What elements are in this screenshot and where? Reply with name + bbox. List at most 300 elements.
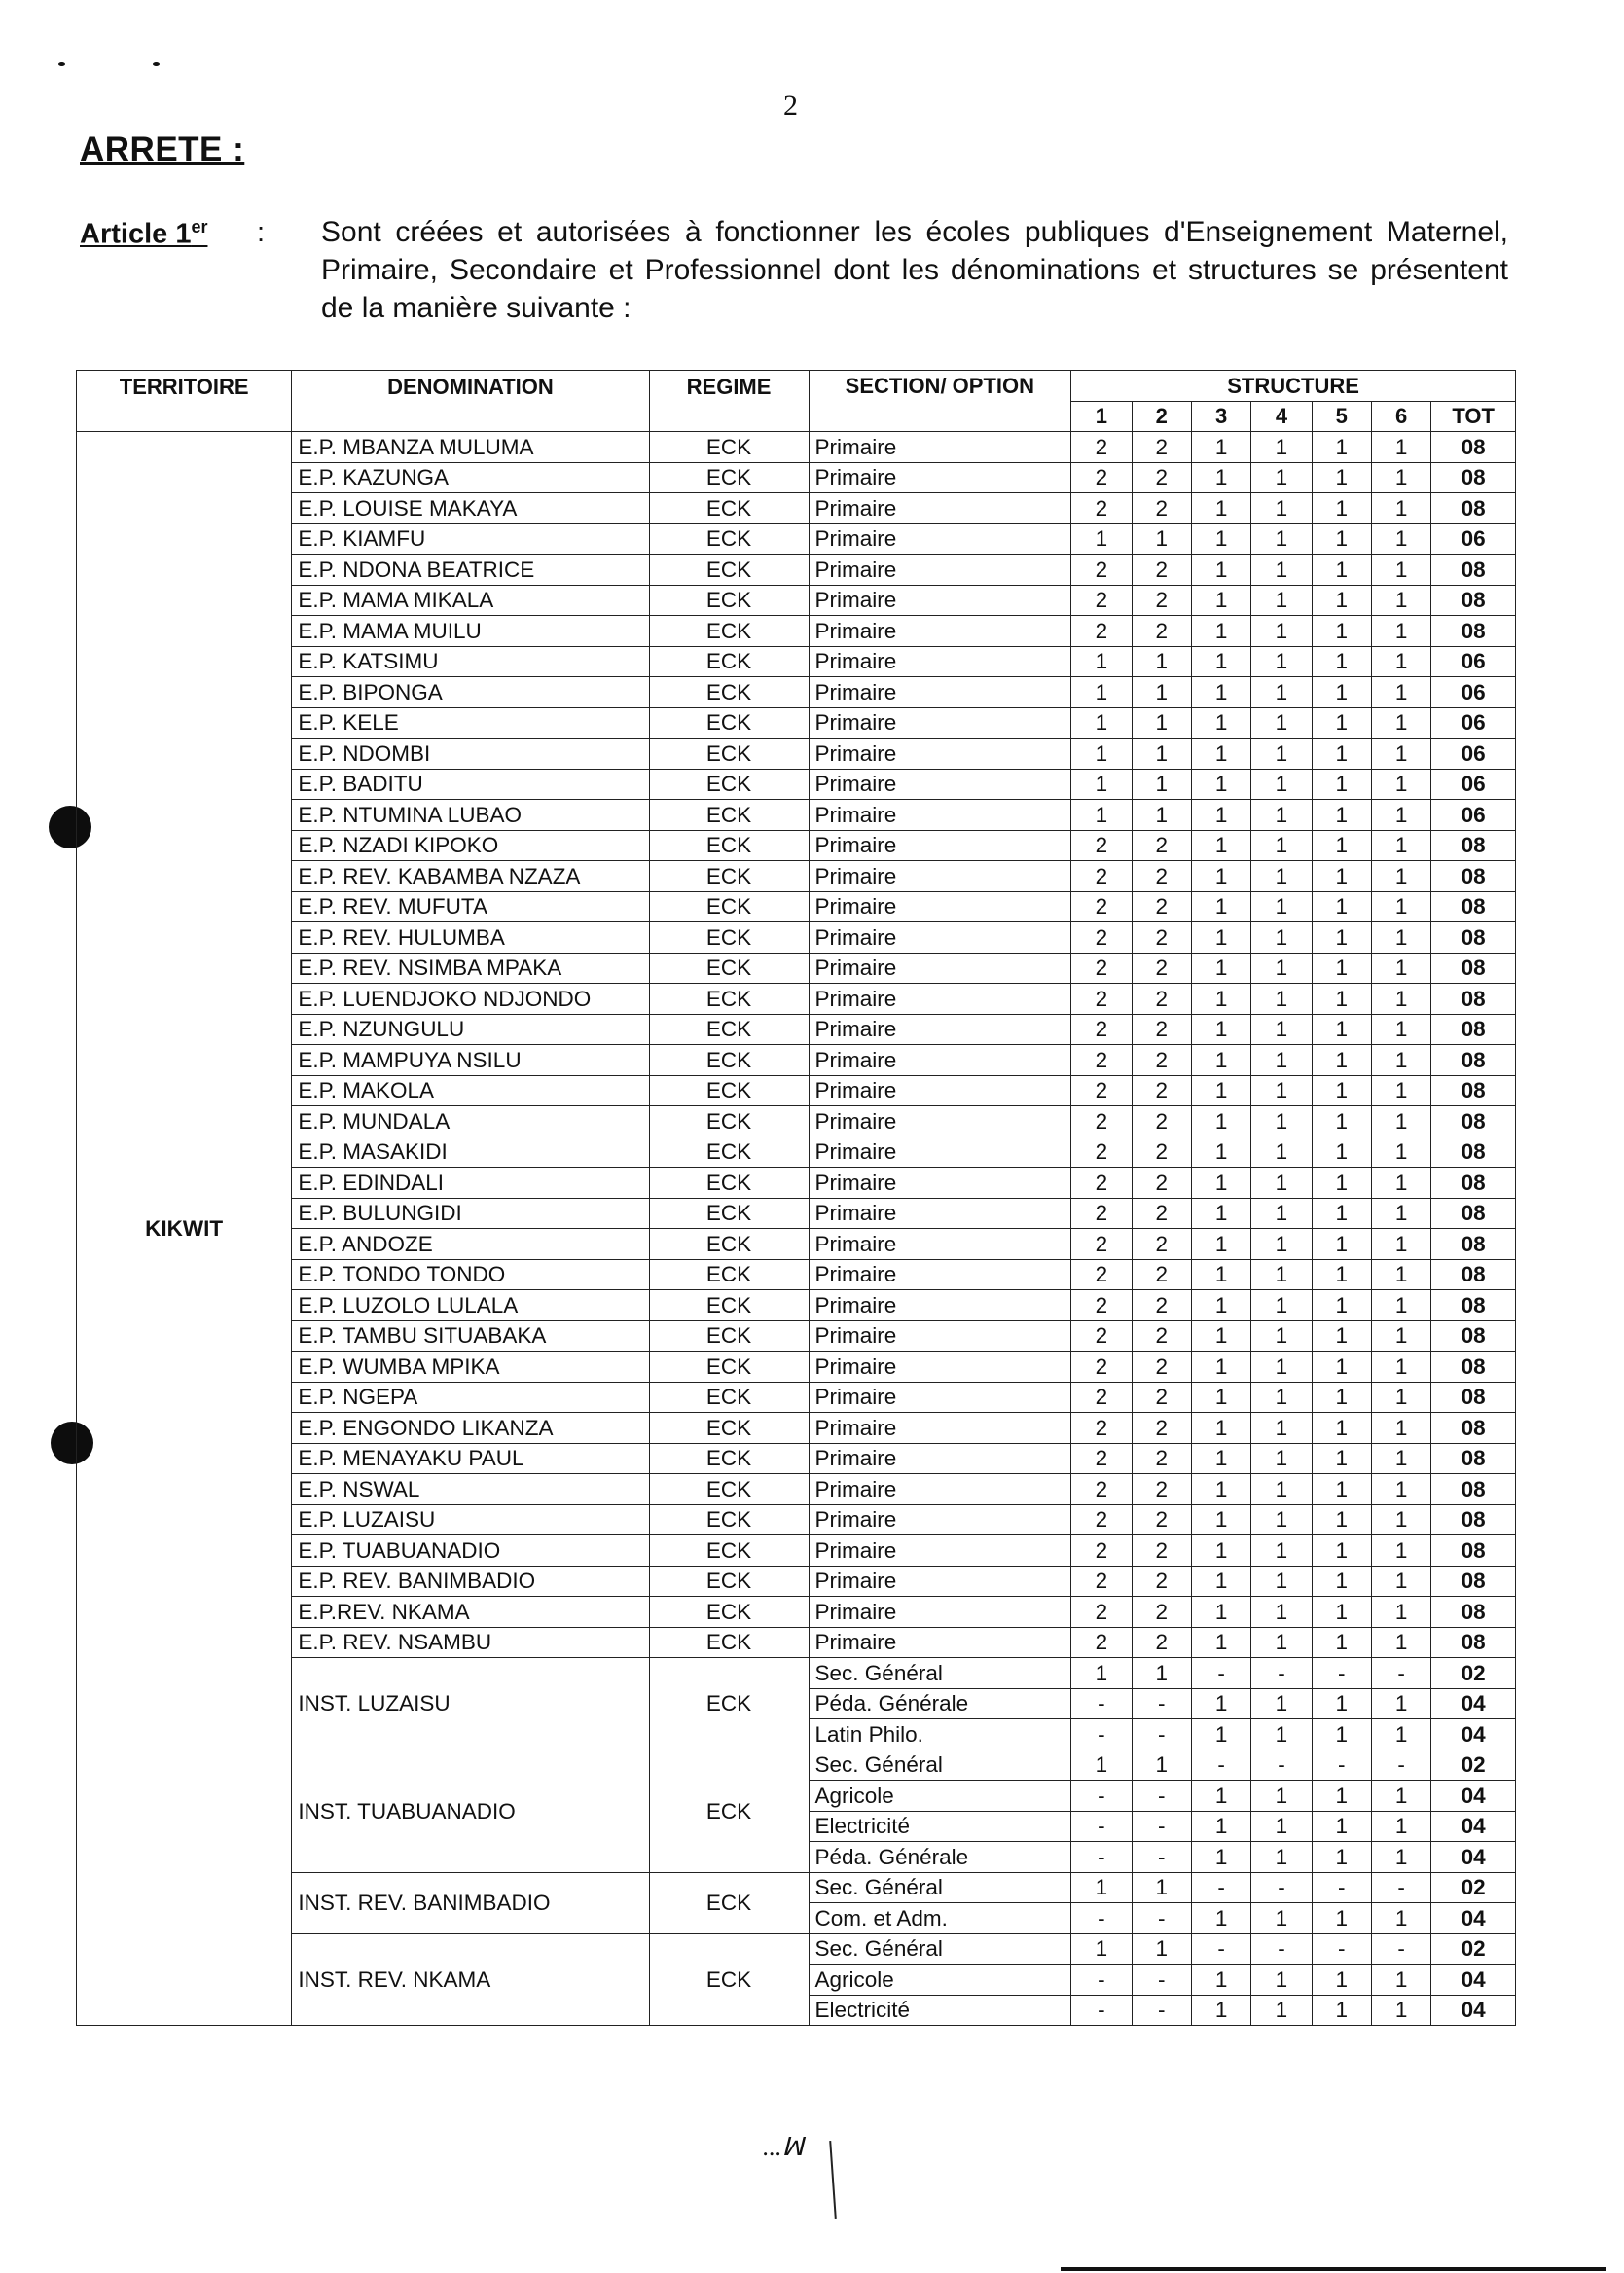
structure-cell-4: 1	[1251, 523, 1312, 555]
school-section: Primaire	[809, 462, 1071, 493]
structure-total: 08	[1431, 462, 1516, 493]
school-regime: ECK	[649, 739, 809, 770]
structure-cell-5: 1	[1312, 1627, 1371, 1658]
structure-cell-1: 2	[1071, 585, 1132, 616]
structure-cell-3: 1	[1191, 1995, 1250, 2026]
structure-cell-5: 1	[1312, 984, 1371, 1015]
structure-cell-2: 2	[1132, 1168, 1191, 1199]
structure-cell-2: 1	[1132, 1933, 1191, 1965]
structure-cell-2: 2	[1132, 861, 1191, 892]
structure-cell-4: 1	[1251, 1903, 1312, 1934]
institute-name: INST. REV. NKAMA	[292, 1933, 649, 2026]
structure-cell-6: 1	[1371, 1229, 1430, 1260]
structure-cell-4: -	[1251, 1933, 1312, 1965]
structure-cell-2: -	[1132, 1719, 1191, 1750]
institute-option: Latin Philo.	[809, 1719, 1071, 1750]
school-regime: ECK	[649, 585, 809, 616]
institute-name: INST. LUZAISU	[292, 1658, 649, 1750]
structure-cell-2: -	[1132, 1903, 1191, 1934]
structure-cell-5: 1	[1312, 1352, 1371, 1383]
structure-total: 08	[1431, 830, 1516, 861]
table-row	[77, 739, 1516, 770]
table-row	[77, 1290, 1516, 1321]
table-row	[77, 1535, 1516, 1567]
header-section-text: SECTION/ OPTION	[845, 374, 1035, 398]
structure-cell-4: -	[1251, 1658, 1312, 1689]
school-name: E.P. REV. NSAMBU	[292, 1627, 649, 1658]
structure-cell-6: -	[1371, 1933, 1430, 1965]
institute-option: Com. et Adm.	[809, 1903, 1071, 1934]
structure-total: 08	[1431, 555, 1516, 586]
school-regime: ECK	[649, 616, 809, 647]
structure-cell-6: 1	[1371, 739, 1430, 770]
institute-option: Agricole	[809, 1965, 1071, 1996]
header-col-5: 5	[1312, 401, 1371, 432]
school-section: Primaire	[809, 1290, 1071, 1321]
structure-cell-6: 1	[1371, 1290, 1430, 1321]
institute-regime: ECK	[649, 1658, 809, 1750]
structure-cell-5: 1	[1312, 707, 1371, 739]
table-row	[77, 677, 1516, 708]
structure-cell-2: 2	[1132, 1627, 1191, 1658]
structure-cell-6: 1	[1371, 1504, 1430, 1535]
school-name: E.P. NDOMBI	[292, 739, 649, 770]
scan-edge-line	[1061, 2267, 1606, 2271]
structure-cell-6: 1	[1371, 1136, 1430, 1168]
table-row	[77, 555, 1516, 586]
structure-cell-2: 2	[1132, 1413, 1191, 1444]
structure-total: 04	[1431, 1903, 1516, 1934]
table-row	[77, 1045, 1516, 1076]
structure-cell-3: 1	[1191, 1168, 1250, 1199]
structure-cell-1: 1	[1071, 739, 1132, 770]
structure-total: 08	[1431, 1198, 1516, 1229]
structure-cell-6: 1	[1371, 1903, 1430, 1934]
school-name: E.P. MAMA MUILU	[292, 616, 649, 647]
structure-cell-3: 1	[1191, 1320, 1250, 1352]
structure-total: 08	[1431, 1413, 1516, 1444]
structure-cell-4: 1	[1251, 1965, 1312, 1996]
structure-cell-1: 2	[1071, 1597, 1132, 1628]
structure-cell-4: 1	[1251, 462, 1312, 493]
school-regime: ECK	[649, 1504, 809, 1535]
structure-cell-1: 2	[1071, 1229, 1132, 1260]
school-name: E.P. MENAYAKU PAUL	[292, 1443, 649, 1474]
structure-cell-4: 1	[1251, 1781, 1312, 1812]
structure-cell-6: 1	[1371, 1965, 1430, 1996]
school-name: E.P. KELE	[292, 707, 649, 739]
structure-cell-4: 1	[1251, 1259, 1312, 1290]
structure-total: 08	[1431, 1352, 1516, 1383]
school-section: Primaire	[809, 1627, 1071, 1658]
structure-total: 04	[1431, 1811, 1516, 1842]
structure-cell-3: 1	[1191, 1688, 1250, 1719]
table-row	[77, 922, 1516, 954]
institute-name: INST. TUABUANADIO	[292, 1750, 649, 1872]
structure-cell-5: 1	[1312, 1075, 1371, 1106]
structure-cell-6: 1	[1371, 1688, 1430, 1719]
structure-cell-6: 1	[1371, 1382, 1430, 1413]
structure-cell-2: 2	[1132, 1075, 1191, 1106]
structure-cell-2: 2	[1132, 493, 1191, 524]
structure-cell-1: 1	[1071, 1872, 1132, 1903]
header-row	[77, 371, 1516, 402]
scan-speck	[58, 62, 65, 66]
school-section: Primaire	[809, 1320, 1071, 1352]
structure-cell-6: 1	[1371, 769, 1430, 800]
structure-cell-2: -	[1132, 1965, 1191, 1996]
structure-total: 08	[1431, 1474, 1516, 1505]
school-section: Primaire	[809, 891, 1071, 922]
structure-cell-2: 1	[1132, 707, 1191, 739]
school-section: Primaire	[809, 1106, 1071, 1137]
institute-name: INST. REV. BANIMBADIO	[292, 1872, 649, 1933]
structure-cell-3: 1	[1191, 953, 1250, 984]
structure-cell-1: -	[1071, 1965, 1132, 1996]
structure-cell-2: 2	[1132, 1352, 1191, 1383]
school-name: E.P. REV. MUFUTA	[292, 891, 649, 922]
structure-cell-3: 1	[1191, 1106, 1250, 1137]
structure-cell-1: 1	[1071, 769, 1132, 800]
school-regime: ECK	[649, 1045, 809, 1076]
structure-cell-4: 1	[1251, 707, 1312, 739]
structure-cell-4: 1	[1251, 646, 1312, 677]
structure-cell-4: 1	[1251, 1168, 1312, 1199]
structure-cell-6: 1	[1371, 493, 1430, 524]
structure-cell-4: 1	[1251, 585, 1312, 616]
school-section: Primaire	[809, 922, 1071, 954]
structure-cell-4: 1	[1251, 1136, 1312, 1168]
structure-cell-3: -	[1191, 1658, 1250, 1689]
table-row	[77, 1474, 1516, 1505]
school-name: E.P. TUABUANADIO	[292, 1535, 649, 1567]
structure-cell-6: 1	[1371, 1474, 1430, 1505]
structure-cell-6: 1	[1371, 585, 1430, 616]
school-name: E.P. TAMBU SITUABAKA	[292, 1320, 649, 1352]
structure-cell-3: 1	[1191, 1259, 1250, 1290]
structure-cell-5: -	[1312, 1872, 1371, 1903]
structure-cell-4: 1	[1251, 1014, 1312, 1045]
structure-cell-6: 1	[1371, 1320, 1430, 1352]
school-section: Primaire	[809, 1443, 1071, 1474]
table-row	[77, 891, 1516, 922]
structure-cell-5: 1	[1312, 1903, 1371, 1934]
table-row	[77, 432, 1516, 463]
school-section: Primaire	[809, 1136, 1071, 1168]
table-row	[77, 1872, 1516, 1903]
structure-cell-2: 2	[1132, 1014, 1191, 1045]
structure-cell-2: 2	[1132, 891, 1191, 922]
school-name: E.P. WUMBA MPIKA	[292, 1352, 649, 1383]
institute-option: Sec. Général	[809, 1933, 1071, 1965]
structure-total: 08	[1431, 953, 1516, 984]
structure-total: 02	[1431, 1872, 1516, 1903]
structure-cell-1: 1	[1071, 1658, 1132, 1689]
school-regime: ECK	[649, 1075, 809, 1106]
structure-cell-6: 1	[1371, 1781, 1430, 1812]
school-regime: ECK	[649, 462, 809, 493]
school-regime: ECK	[649, 1259, 809, 1290]
structure-cell-3: 1	[1191, 1229, 1250, 1260]
article-text: Sont créées et autorisées à fonctionner les écoles publiques d'Enseignement Maternel, Primaire, Secondaire et Professionnel dont les dénominations et structures se présentent de la manière suivante :	[321, 216, 1508, 324]
structure-cell-5: 1	[1312, 1014, 1371, 1045]
school-regime: ECK	[649, 646, 809, 677]
table-row	[77, 1566, 1516, 1597]
structure-cell-2: 2	[1132, 1259, 1191, 1290]
structure-cell-1: 2	[1071, 432, 1132, 463]
structure-total: 06	[1431, 646, 1516, 677]
structure-cell-3: 1	[1191, 1903, 1250, 1934]
school-regime: ECK	[649, 1168, 809, 1199]
table-body	[77, 432, 1516, 2026]
school-section: Primaire	[809, 1352, 1071, 1383]
school-regime: ECK	[649, 1566, 809, 1597]
structure-cell-4: -	[1251, 1750, 1312, 1781]
structure-cell-6: 1	[1371, 1995, 1430, 2026]
header-col-1: 1	[1071, 401, 1132, 432]
structure-total: 08	[1431, 922, 1516, 954]
school-name: E.P. REV. HULUMBA	[292, 922, 649, 954]
structure-cell-4: -	[1251, 1872, 1312, 1903]
structure-cell-6: 1	[1371, 1014, 1430, 1045]
school-regime: ECK	[649, 1320, 809, 1352]
school-name: E.P. REV. BANIMBADIO	[292, 1566, 649, 1597]
structure-cell-2: 2	[1132, 1504, 1191, 1535]
structure-total: 04	[1431, 1842, 1516, 1873]
structure-cell-4: 1	[1251, 616, 1312, 647]
school-section: Primaire	[809, 707, 1071, 739]
structure-cell-4: 1	[1251, 861, 1312, 892]
structure-total: 08	[1431, 1106, 1516, 1137]
table-row	[77, 1352, 1516, 1383]
school-regime: ECK	[649, 1106, 809, 1137]
structure-cell-4: 1	[1251, 1443, 1312, 1474]
structure-total: 04	[1431, 1688, 1516, 1719]
structure-cell-3: 1	[1191, 1198, 1250, 1229]
structure-cell-6: 1	[1371, 922, 1430, 954]
footer-continuation-mark: ...ꟽ	[763, 2133, 804, 2161]
school-section: Primaire	[809, 616, 1071, 647]
structure-total: 04	[1431, 1995, 1516, 2026]
structure-cell-6: 1	[1371, 677, 1430, 708]
structure-cell-6: 1	[1371, 1045, 1430, 1076]
structure-total: 08	[1431, 585, 1516, 616]
structure-cell-3: 1	[1191, 1842, 1250, 1873]
structure-cell-5: 1	[1312, 555, 1371, 586]
header-col-6: 6	[1371, 401, 1430, 432]
school-section: Primaire	[809, 1474, 1071, 1505]
structure-cell-6: -	[1371, 1750, 1430, 1781]
structure-cell-2: 2	[1132, 1474, 1191, 1505]
institute-option: Electricité	[809, 1995, 1071, 2026]
structure-cell-1: 2	[1071, 953, 1132, 984]
structure-cell-6: 1	[1371, 984, 1430, 1015]
structure-cell-5: 1	[1312, 830, 1371, 861]
structure-cell-5: 1	[1312, 1290, 1371, 1321]
school-regime: ECK	[649, 1136, 809, 1168]
structure-cell-5: 1	[1312, 1688, 1371, 1719]
structure-cell-4: 1	[1251, 1842, 1312, 1873]
structure-cell-1: 2	[1071, 1382, 1132, 1413]
structure-cell-5: 1	[1312, 1413, 1371, 1444]
structure-cell-1: -	[1071, 1781, 1132, 1812]
school-regime: ECK	[649, 861, 809, 892]
table-row	[77, 1259, 1516, 1290]
structure-cell-4: 1	[1251, 891, 1312, 922]
structure-total: 08	[1431, 1320, 1516, 1352]
structure-cell-1: 2	[1071, 1413, 1132, 1444]
structure-cell-1: 2	[1071, 1168, 1132, 1199]
structure-cell-4: 1	[1251, 1566, 1312, 1597]
school-section: Primaire	[809, 1229, 1071, 1260]
table-row	[77, 1014, 1516, 1045]
structure-cell-3: 1	[1191, 1352, 1250, 1383]
territoire-cell: KIKWIT	[77, 432, 292, 2026]
school-regime: ECK	[649, 984, 809, 1015]
structure-total: 06	[1431, 800, 1516, 831]
structure-cell-5: 1	[1312, 523, 1371, 555]
structure-total: 08	[1431, 1045, 1516, 1076]
structure-cell-3: 1	[1191, 1811, 1250, 1842]
structure-cell-3: 1	[1191, 493, 1250, 524]
structure-total: 08	[1431, 1535, 1516, 1567]
institute-option: Péda. Générale	[809, 1688, 1071, 1719]
school-name: E.P. NSWAL	[292, 1474, 649, 1505]
structure-total: 08	[1431, 1627, 1516, 1658]
structure-cell-3: 1	[1191, 555, 1250, 586]
structure-cell-1: 1	[1071, 1750, 1132, 1781]
school-section: Primaire	[809, 493, 1071, 524]
structure-cell-6: 1	[1371, 707, 1430, 739]
school-section: Primaire	[809, 800, 1071, 831]
structure-cell-1: 2	[1071, 616, 1132, 647]
school-section: Primaire	[809, 1504, 1071, 1535]
header-col-2: 2	[1132, 401, 1191, 432]
school-section: Primaire	[809, 677, 1071, 708]
structure-cell-4: 1	[1251, 739, 1312, 770]
school-section: Primaire	[809, 1198, 1071, 1229]
institute-option: Sec. Général	[809, 1872, 1071, 1903]
structure-cell-3: 1	[1191, 462, 1250, 493]
school-name: E.P.REV. NKAMA	[292, 1597, 649, 1628]
structure-cell-1: 2	[1071, 1627, 1132, 1658]
structure-cell-2: 1	[1132, 646, 1191, 677]
structure-cell-4: 1	[1251, 1474, 1312, 1505]
structure-cell-6: 1	[1371, 891, 1430, 922]
decree-heading: ARRETE :	[80, 130, 245, 168]
structure-cell-3: 1	[1191, 585, 1250, 616]
school-name: E.P. LUZAISU	[292, 1504, 649, 1535]
school-section: Primaire	[809, 432, 1071, 463]
structure-cell-5: 1	[1312, 493, 1371, 524]
table-row	[77, 953, 1516, 984]
structure-cell-5: 1	[1312, 616, 1371, 647]
school-name: E.P. MAKOLA	[292, 1075, 649, 1106]
school-name: E.P. NZADI KIPOKO	[292, 830, 649, 861]
school-name: E.P. LUZOLO LULALA	[292, 1290, 649, 1321]
school-regime: ECK	[649, 677, 809, 708]
structure-cell-2: 2	[1132, 1597, 1191, 1628]
structure-total: 08	[1431, 432, 1516, 463]
structure-total: 08	[1431, 1504, 1516, 1535]
school-regime: ECK	[649, 1198, 809, 1229]
school-name: E.P. MUNDALA	[292, 1106, 649, 1137]
structure-cell-2: 2	[1132, 1382, 1191, 1413]
structure-cell-6: 1	[1371, 1075, 1430, 1106]
school-name: E.P. LUENDJOKO NDJONDO	[292, 984, 649, 1015]
school-name: E.P. KIAMFU	[292, 523, 649, 555]
structure-cell-5: 1	[1312, 1045, 1371, 1076]
structure-cell-6: 1	[1371, 1352, 1430, 1383]
structure-cell-6: 1	[1371, 1198, 1430, 1229]
structure-cell-3: 1	[1191, 1965, 1250, 1996]
structure-cell-5: 1	[1312, 585, 1371, 616]
table-row	[77, 984, 1516, 1015]
header-territoire: TERRITOIRE	[77, 371, 292, 432]
structure-cell-5: -	[1312, 1658, 1371, 1689]
structure-cell-2: 2	[1132, 1136, 1191, 1168]
structure-cell-4: 1	[1251, 1320, 1312, 1352]
structure-cell-3: 1	[1191, 1075, 1250, 1106]
structure-total: 02	[1431, 1658, 1516, 1689]
table-header	[77, 371, 1516, 432]
structure-cell-5: 1	[1312, 1320, 1371, 1352]
structure-cell-5: 1	[1312, 1842, 1371, 1873]
table-row	[77, 493, 1516, 524]
structure-cell-6: 1	[1371, 1627, 1430, 1658]
structure-cell-5: 1	[1312, 677, 1371, 708]
structure-cell-3: 1	[1191, 707, 1250, 739]
structure-cell-5: 1	[1312, 739, 1371, 770]
school-name: E.P. TONDO TONDO	[292, 1259, 649, 1290]
structure-cell-3: 1	[1191, 1627, 1250, 1658]
structure-cell-1: 2	[1071, 1352, 1132, 1383]
structure-cell-1: -	[1071, 1811, 1132, 1842]
structure-cell-6: 1	[1371, 1443, 1430, 1474]
schools-table	[76, 370, 1516, 2026]
structure-total: 08	[1431, 1014, 1516, 1045]
structure-cell-2: 2	[1132, 616, 1191, 647]
structure-cell-4: 1	[1251, 1597, 1312, 1628]
school-section: Primaire	[809, 1168, 1071, 1199]
structure-cell-4: 1	[1251, 677, 1312, 708]
table-row	[77, 1229, 1516, 1260]
table-row	[77, 1320, 1516, 1352]
structure-cell-6: 1	[1371, 1811, 1430, 1842]
school-section: Primaire	[809, 585, 1071, 616]
structure-cell-5: 1	[1312, 1965, 1371, 1996]
school-section: Primaire	[809, 1014, 1071, 1045]
structure-cell-3: -	[1191, 1750, 1250, 1781]
structure-cell-6: -	[1371, 1658, 1430, 1689]
structure-cell-5: 1	[1312, 769, 1371, 800]
structure-cell-5: 1	[1312, 1198, 1371, 1229]
school-regime: ECK	[649, 1352, 809, 1383]
structure-cell-5: 1	[1312, 1229, 1371, 1260]
table-row	[77, 462, 1516, 493]
header-denomination: DENOMINATION	[292, 371, 649, 432]
structure-total: 08	[1431, 1290, 1516, 1321]
structure-cell-2: 2	[1132, 462, 1191, 493]
structure-cell-4: 1	[1251, 800, 1312, 831]
structure-cell-3: 1	[1191, 1413, 1250, 1444]
school-name: E.P. ENGONDO LIKANZA	[292, 1413, 649, 1444]
institute-regime: ECK	[649, 1933, 809, 2026]
school-name: E.P. NGEPA	[292, 1382, 649, 1413]
structure-cell-6: 1	[1371, 1168, 1430, 1199]
structure-cell-4: 1	[1251, 769, 1312, 800]
school-regime: ECK	[649, 891, 809, 922]
